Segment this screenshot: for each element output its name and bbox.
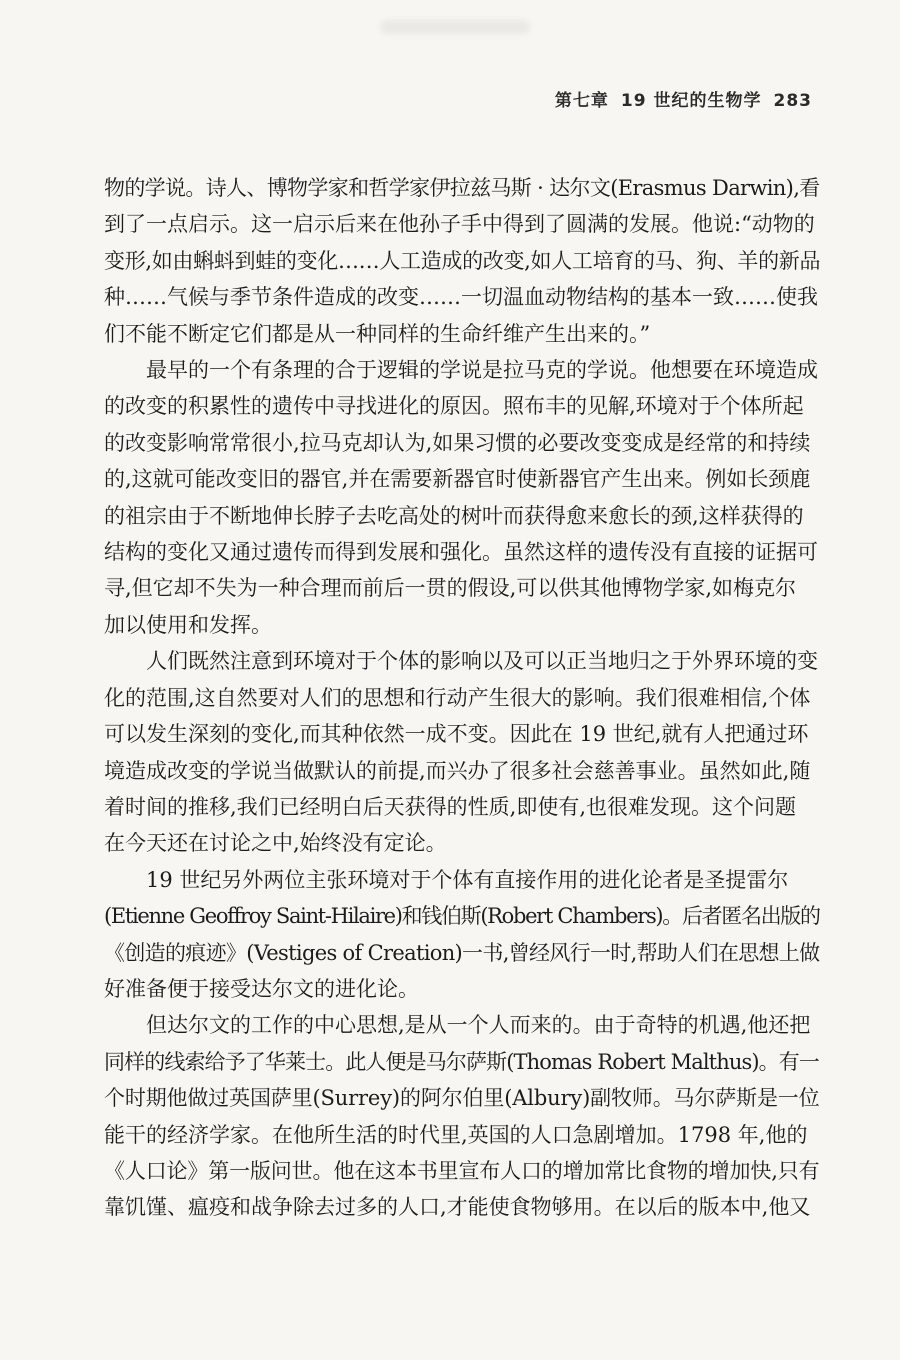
- text-line: 但达尔文的工作的中心思想,是从一个人而来的。由于奇特的机遇,他还把: [146, 1013, 811, 1038]
- text-line: 物的学说。诗人、博物学家和哲学家伊拉兹马斯 · 达尔文(Erasmus Darwin),看: [104, 176, 820, 200]
- text-line: 19 世纪另外两位主张环境对于个体有直接作用的进化论者是圣提雷尔: [146, 867, 789, 892]
- text-line: 个时期他做过英国萨里(Surrey)的阿尔伯里(Albury)副牧师。马尔萨斯是一位: [104, 1086, 820, 1111]
- text-line: 《人口论》第一版问世。他在这本书里宣布人口的增加常比食物的增加快,只有: [104, 1158, 820, 1183]
- text-line: 的祖宗由于不断地伸长脖子去吃高处的树叶而获得愈来愈长的颈,这样获得的: [104, 503, 804, 528]
- paragraph: [104, 862, 820, 1008]
- text-line: 结构的变化又通过遗传而得到发展和强化。虽然这样的遗传没有直接的证据可: [104, 540, 818, 565]
- text-line: 着时间的推移,我们已经明白后天获得的性质,即使有,也很难发现。这个问题: [104, 794, 797, 819]
- text-line: 的改变的积累性的遗传中寻找进化的原因。照布丰的见解,环境对于个体所起: [104, 394, 804, 419]
- page-number: 283: [773, 91, 812, 111]
- text-line: 人们既然注意到环境对于个体的影响以及可以正当地归之于外界环境的变: [146, 649, 818, 674]
- text-line: 加以使用和发挥。: [104, 612, 272, 637]
- running-head: [555, 86, 812, 111]
- text-line: 变形,如由蝌蚪到蛙的变化……人工造成的改变,如人工培育的马、狗、羊的新品: [104, 248, 820, 273]
- text-line: 们不能不断定它们都是从一种同样的生命纤维产生出来的。”: [104, 321, 651, 346]
- text-line: 可以发生深刻的变化,而其种依然一成不变。因此在 19 世纪,就有人把通过环: [104, 722, 809, 747]
- text-line: 在今天还在讨论之中,始终没有定论。: [104, 831, 447, 856]
- text-line: (Etienne Geoffroy Saint-Hilaire)和钱伯斯(Robert Chambers)。后者匿名出版的: [104, 904, 820, 929]
- text-line: 靠饥馑、瘟疫和战争除去过多的人口,才能使食物够用。在以后的版本中,他又: [104, 1195, 811, 1220]
- paragraph: [104, 352, 820, 643]
- paragraph: [104, 1007, 820, 1225]
- text-line: 的,这就可能改变旧的器官,并在需要新器官时使新器官产生出来。例如长颈鹿: [104, 467, 811, 492]
- text-line: 种……气候与季节条件造成的改变……一切温血动物结构的基本一致……使我: [104, 285, 818, 310]
- paragraph: [104, 170, 820, 352]
- text-line: 寻,但它却不失为一种合理而前后一贯的假设,可以供其他博物学家,如梅克尔: [104, 576, 797, 601]
- chapter-title: 19 世纪的生物学: [620, 91, 762, 111]
- body-text: [104, 170, 820, 1226]
- text-line: 到了一点启示。这一启示后来在他孙子手中得到了圆满的发展。他说:“动物的: [104, 212, 815, 237]
- text-line: 同样的线索给予了华莱士。此人便是马尔萨斯(Thomas Robert Malthus)。有一: [104, 1049, 819, 1074]
- text-line: 化的范围,这自然要对人们的思想和行动产生很大的影响。我们很难相信,个体: [104, 685, 811, 710]
- paragraph: [104, 643, 820, 861]
- text-line: 好准备便于接受达尔文的进化论。: [104, 976, 419, 1001]
- scan-smudge: [380, 20, 530, 34]
- text-line: 的改变影响常常很小,拉马克却认为,如果习惯的必要改变变成是经常的和持续: [104, 430, 811, 455]
- text-line: 最早的一个有条理的合于逻辑的学说是拉马克的学说。他想要在环境造成: [146, 358, 818, 383]
- text-line: 境造成改变的学说当做默认的前提,而兴办了很多社会慈善事业。虽然如此,随: [104, 758, 811, 783]
- chapter-label: 第七章: [554, 91, 609, 111]
- text-line: 能干的经济学家。在他所生活的时代里,英国的人口急剧增加。1798 年,他的: [104, 1122, 808, 1147]
- text-line: 《创造的痕迹》(Vestiges of Creation)一书,曾经风行一时,帮助人们在思想上做: [104, 940, 820, 965]
